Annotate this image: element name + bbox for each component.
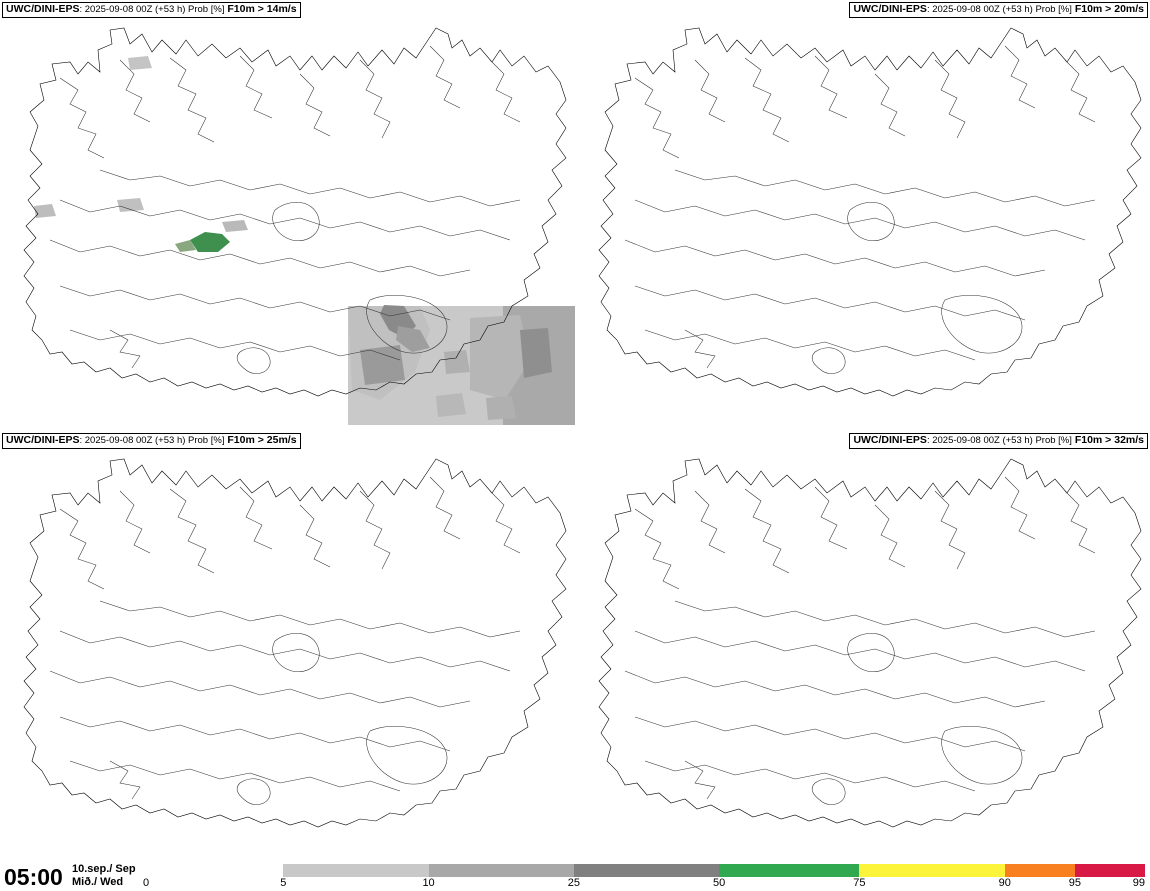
panel-run-label: : 2025-09-08 00Z (+53 h) Prob [%]: [79, 4, 225, 15]
valid-date-label: [72, 863, 136, 889]
iceland-internal-boundaries: [50, 477, 520, 805]
panel-variable-label: F10m > 14m/s: [227, 3, 297, 15]
colorbar-segment: [429, 864, 574, 877]
colorbar-segment: [283, 864, 428, 877]
colorbar-segment: [574, 864, 719, 877]
map-panel-f10m-32[interactable]: [575, 431, 1150, 862]
colorbar-segment: [1075, 864, 1145, 877]
colorbar-tick: 0: [143, 877, 150, 889]
panel-run-label: : 2025-09-08 00Z (+53 h) Prob [%]: [79, 435, 225, 446]
valid-date-line1: 10.sep./ Sep: [72, 863, 136, 875]
panel-title-f10m-14: [2, 2, 301, 18]
colorbar: [143, 864, 1145, 891]
iceland-coastline: [24, 459, 566, 827]
map-panel-f10m-20[interactable]: [575, 0, 1150, 431]
panel-title-f10m-32: [849, 433, 1148, 449]
panel-model-label: UWC/DINI-EPS: [853, 3, 927, 15]
iceland-coastline: [599, 28, 1141, 396]
map-panel-f10m-25[interactable]: [0, 431, 575, 862]
colorbar-segment: [143, 864, 283, 877]
colorbar-tick: 25: [567, 877, 580, 889]
panel-run-label: : 2025-09-08 00Z (+53 h) Prob [%]: [926, 4, 1072, 15]
iceland-map-f10m-20: [575, 0, 1150, 431]
panel-model-label: UWC/DINI-EPS: [6, 3, 80, 15]
panel-variable-label: F10m > 32m/s: [1074, 434, 1144, 446]
colorbar-tick: 99: [1132, 877, 1145, 889]
colorbar-tick-labels: [143, 877, 1145, 891]
colorbar-tick: 75: [853, 877, 866, 889]
colorbar-tick: 90: [998, 877, 1011, 889]
footer-bar: [0, 862, 1150, 891]
panel-model-label: UWC/DINI-EPS: [6, 434, 80, 446]
colorbar-segment: [859, 864, 1004, 877]
panel-model-label: UWC/DINI-EPS: [853, 434, 927, 446]
valid-date-line2: Mið./ Wed: [72, 876, 124, 888]
iceland-map-f10m-14: [0, 0, 575, 431]
probability-shading-layer: [34, 56, 575, 425]
colorbar-gradient: [143, 864, 1145, 877]
panel-run-label: : 2025-09-08 00Z (+53 h) Prob [%]: [926, 435, 1072, 446]
colorbar-segment: [719, 864, 859, 877]
map-panel-f10m-14[interactable]: [0, 0, 575, 431]
panel-title-f10m-25: [2, 433, 301, 449]
valid-time-label: 05:00: [4, 864, 63, 890]
colorbar-segment: [1005, 864, 1075, 877]
panel-variable-label: F10m > 20m/s: [1074, 3, 1144, 15]
iceland-internal-boundaries: [625, 477, 1095, 805]
colorbar-tick: 95: [1068, 877, 1081, 889]
panel-variable-label: F10m > 25m/s: [227, 434, 297, 446]
panel-title-f10m-20: [849, 2, 1148, 18]
iceland-coastline: [599, 459, 1141, 827]
colorbar-tick: 5: [280, 877, 287, 889]
colorbar-tick: 50: [713, 877, 726, 889]
iceland-map-f10m-25: [0, 431, 575, 862]
colorbar-tick: 10: [422, 877, 435, 889]
iceland-internal-boundaries: [625, 46, 1095, 374]
iceland-map-f10m-32: [575, 431, 1150, 862]
